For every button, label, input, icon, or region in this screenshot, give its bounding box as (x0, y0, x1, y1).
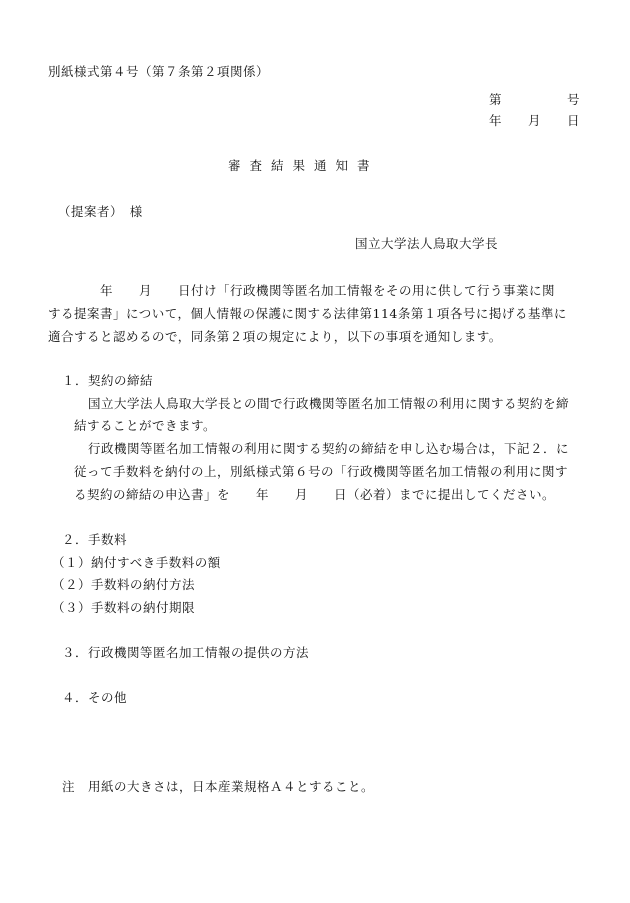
intro-line: 適合すると認めるので，同条第２項の規定により，以下の事項を通知します。 (48, 329, 502, 344)
section-2-heading: ２．手数料 (62, 532, 128, 547)
section-1-text: 従って手数料を納付の上，別紙様式第６号の「行政機関等匿名加工情報の利用に関す (74, 464, 569, 479)
document-number-line: 第 号 (488, 92, 580, 107)
section-2-item: （１）納付すべき手数料の額 (52, 555, 221, 570)
section-1-heading: １．契約の締結 (62, 373, 154, 388)
issuer: 国立大学法人鳥取大学長 (355, 236, 499, 251)
intro-line: する提案書」について，個人情報の保護に関する法律第114条第１項各号に掲げる基準に (48, 306, 567, 321)
footnote: 注 用紙の大きさは，日本産業規格Ａ４とすること。 (62, 779, 375, 794)
intro-line: 年 月 日付け「行政機関等匿名加工情報をその用に供して行う事業に関 (48, 283, 556, 298)
document-title: 審査結果通知書 (228, 158, 379, 173)
section-2-item: （３）手数料の納付期限 (52, 600, 196, 615)
section-1-text: 結することができます。 (74, 418, 217, 433)
document-date-line: 年 月 日 (488, 113, 580, 128)
addressee: （提案者） 様 (58, 204, 143, 219)
section-1-text: る契約の締結の申込書」を 年 月 日（必着）までに提出してください。 (74, 487, 556, 502)
section-1-text: 国立大学法人鳥取大学長との間で行政機関等匿名加工情報の利用に関する契約を締 (88, 396, 570, 411)
section-2-item: （２）手数料の納付方法 (52, 577, 196, 592)
form-label: 別紙様式第４号（第７条第２項関係） (48, 64, 270, 79)
section-4-heading: ４．その他 (62, 690, 128, 705)
section-1-text: 行政機関等匿名加工情報の利用に関する契約の締結を申し込む場合は，下記２．に (88, 441, 570, 456)
section-3-heading: ３．行政機関等匿名加工情報の提供の方法 (62, 645, 310, 660)
